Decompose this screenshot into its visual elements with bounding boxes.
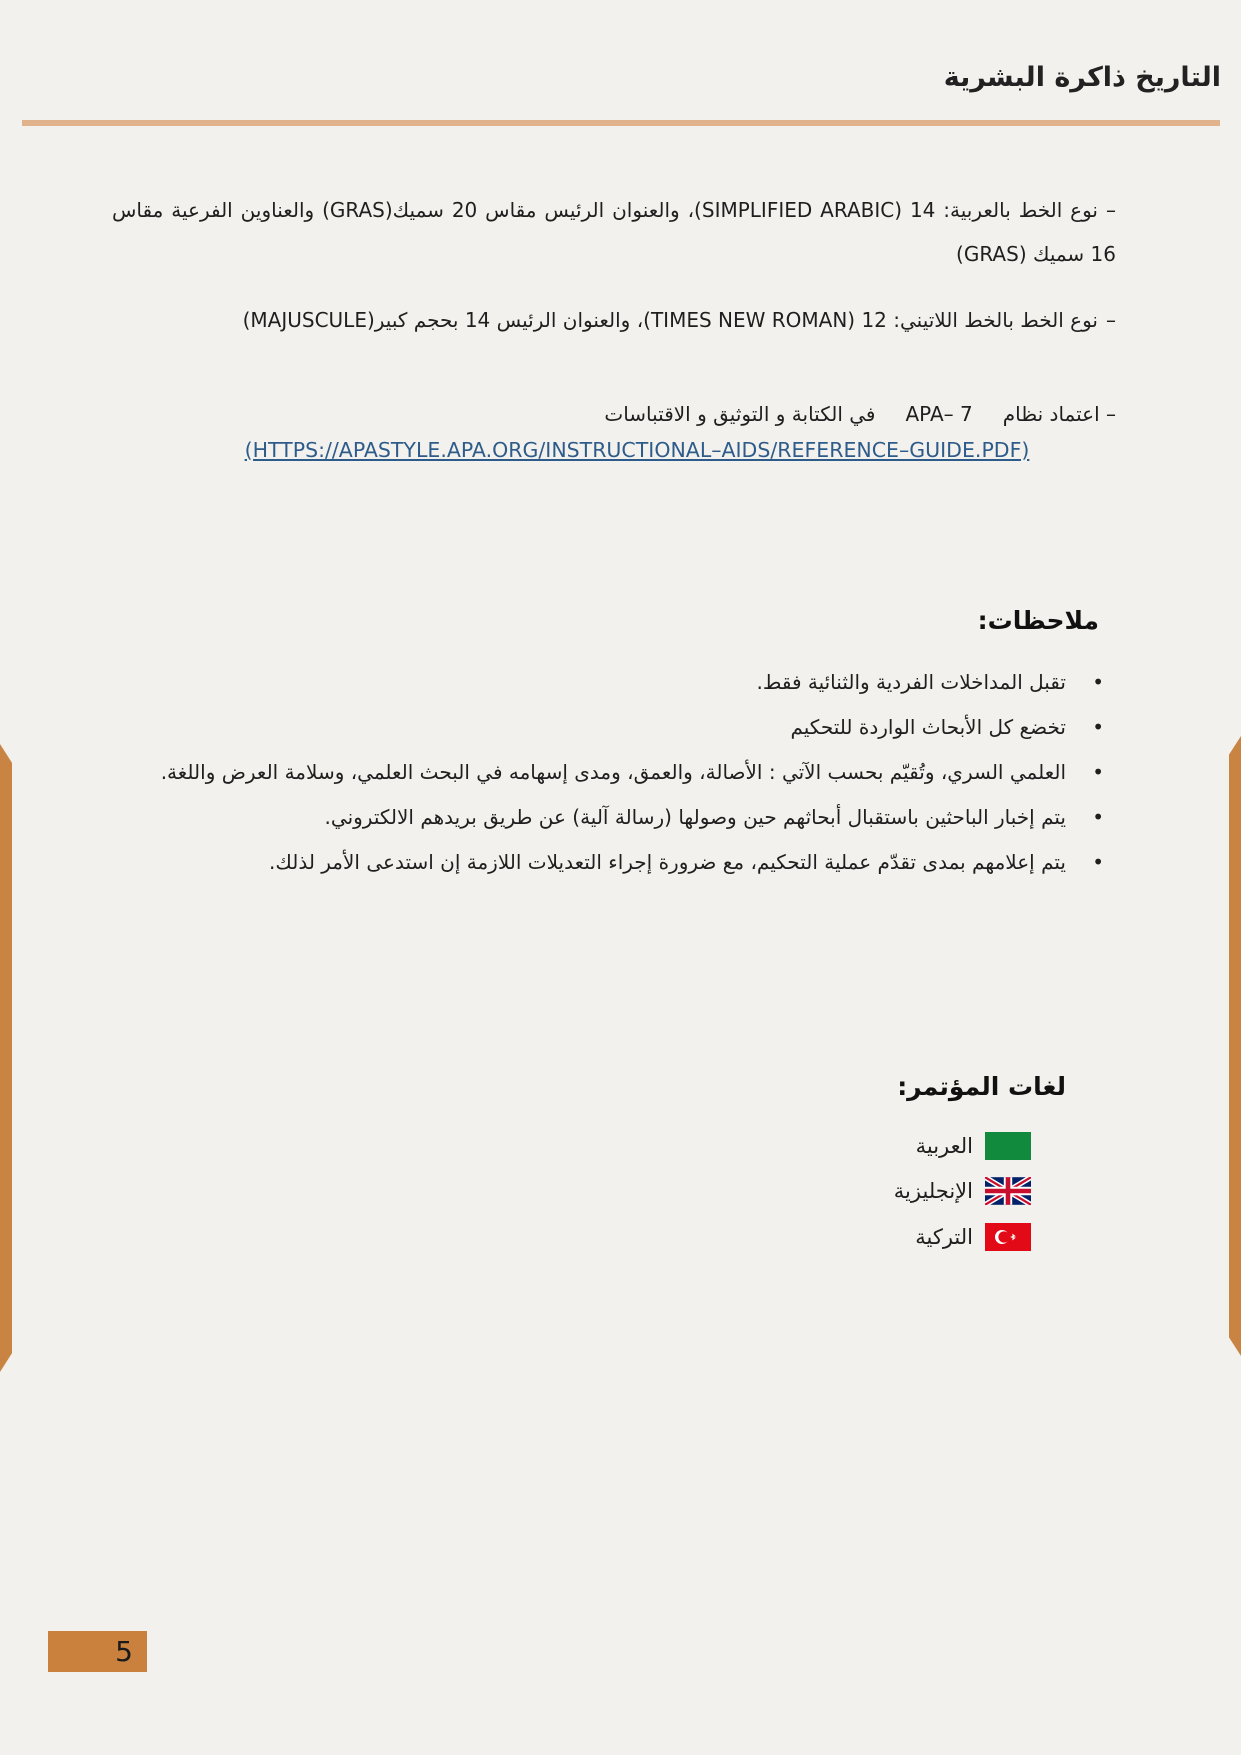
list-item: [112, 750, 1116, 795]
left-side-tab: [0, 744, 12, 1372]
uk-flag-icon: [985, 1177, 1031, 1205]
language-label: العربية: [915, 1134, 973, 1158]
notes-list: [112, 660, 1116, 885]
notes-title: ملاحظات:: [977, 606, 1099, 635]
arabic-font-spec: [112, 188, 1116, 276]
apa-suffix: في الكتابة و التوثيق و الاقتباسات: [604, 402, 876, 426]
language-label: الإنجليزية: [893, 1179, 973, 1203]
apa-prefix: – اعتماد نظام: [1002, 402, 1116, 426]
latin-font-text: نوع الخط بالخط اللاتيني: 12 (TIMES NEW ROMAN)، والعنوان الرئيس 14 بحجم كبير(MAJUSCULE): [242, 308, 1098, 332]
language-turkish: [915, 1222, 1031, 1252]
latin-font-spec: [112, 298, 1116, 342]
dash-marker: –: [1106, 308, 1116, 332]
dash-marker: –: [1106, 198, 1117, 222]
bullet-icon: •: [1092, 805, 1104, 829]
languages-title: لغات المؤتمر:: [897, 1072, 1066, 1101]
language-arabic: [916, 1131, 1031, 1161]
apa-style-line: [112, 394, 1116, 434]
list-item: [112, 795, 1116, 840]
list-item: [112, 705, 1116, 750]
language-label: التركية: [915, 1225, 973, 1249]
arabic-font-text: نوع الخط بالعربية: 14 (SIMPLIFIED ARABIC)، والعنوان الرئيس مقاس 20 سميك(GRAS) والعناوين الفرعية مقاس 16 سميك (GRAS): [112, 198, 1116, 266]
language-english: [894, 1176, 1031, 1206]
page-header-title: التاريخ ذاكرة البشرية: [943, 62, 1221, 93]
note-text: العلمي السري، وتُقيّم بحسب الآتي : الأصالة، والعمق، ومدى إسهامه في البحث العلمي، وسلامة العرض واللغة.: [160, 760, 1066, 784]
bullet-icon: •: [1092, 850, 1104, 874]
apa-name: APA– 7: [905, 402, 973, 426]
green-flag-icon: [985, 1132, 1031, 1160]
note-text: يتم إعلامهم بمدى تقدّم عملية التحكيم، مع ضرورة إجراء التعديلات اللازمة إن استدعى الأمر لذلك.: [269, 850, 1066, 874]
header-divider: [22, 120, 1220, 126]
page-number-box: [48, 1631, 147, 1672]
note-text: يتم إخبار الباحثين باستقبال أبحاثهم حين وصولها (رسالة آلية) عن طريق بريدهم الالكتروني.: [324, 805, 1066, 829]
bullet-icon: •: [1092, 715, 1104, 739]
page-number: 5: [115, 1635, 133, 1668]
list-item: [112, 840, 1116, 885]
turkey-flag-icon: [985, 1223, 1031, 1251]
note-text: تقبل المداخلات الفردية والثنائية فقط.: [756, 670, 1066, 694]
bullet-icon: •: [1092, 760, 1104, 784]
right-side-tab: [1229, 736, 1241, 1356]
list-item: [112, 660, 1116, 705]
note-text: تخضع كل الأبحاث الواردة للتحكيم: [790, 715, 1066, 739]
bullet-icon: •: [1092, 670, 1104, 694]
apa-guide-link[interactable]: (HTTPS://APASTYLE.APA.ORG/INSTRUCTIONAL–AIDS/REFERENCE–GUIDE.PDF): [244, 438, 1030, 462]
